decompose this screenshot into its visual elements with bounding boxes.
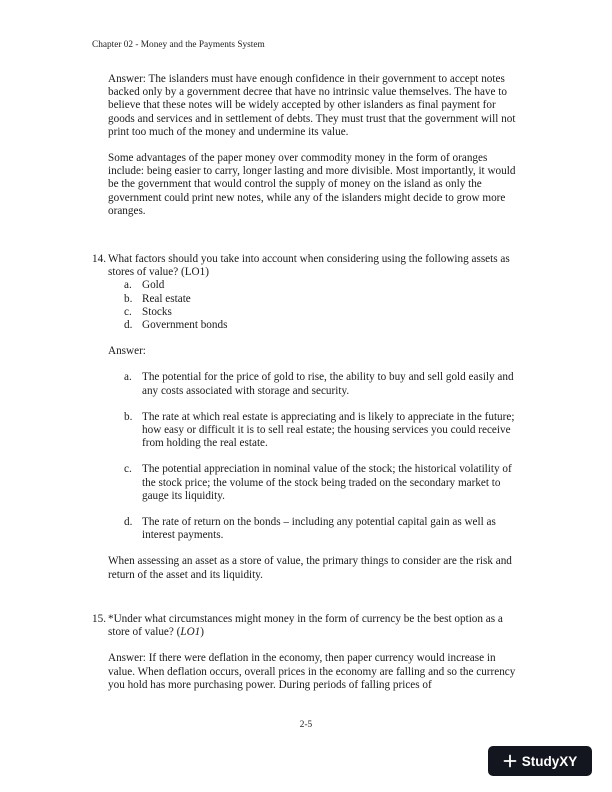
question-15-close: ) [200,626,205,639]
option-text: Real estate [142,292,191,305]
question-15-lo: LO1 [180,626,201,639]
answer-marker: c. [124,463,132,476]
answer-marker: a. [124,371,132,384]
page-number: 2-5 [299,720,313,730]
answer-item [124,411,524,451]
question-14-answers [124,371,524,542]
question-14-answer-label: Answer: [108,345,146,358]
answer-marker: d. [124,516,133,529]
option-marker: d. [124,319,133,332]
studyxy-badge-label: StudyXY [521,753,578,769]
option-marker: c. [124,305,132,318]
answer-text: The potential appreciation in nominal value of the stock; the historical volatility of the stock price; the volume of the stock being traded on the secondary market to gauge its liquidity. [142,463,512,502]
answer-item [124,371,524,397]
option-item [124,306,524,319]
question-15-number: 15. [92,612,106,625]
answer-item [124,463,524,503]
option-text: Gold [142,279,165,292]
q13-answer-paragraph: Answer: The islanders must have enough confidence in their government to accept notes backed only by a government decree that have no intrinsic value themselves. The have to believe that these notes will be widely accepted by other islanders as final payment for goods and services and in settlement of debts. They must trust that the government will not print too much of the money and undermine its value. [108,73,516,138]
page-header: Chapter 02 - Money and the Payments System [92,40,265,50]
question-14-options [124,279,524,332]
option-text: Government bonds [142,319,228,332]
question-15 [92,613,524,639]
option-item [124,293,524,306]
option-item [124,279,524,292]
question-14 [92,253,524,332]
question-15-text: *Under what circumstances might money in the form of currency be the best option as a store of value? ( [108,612,503,639]
answer-marker: b. [124,410,133,423]
question-14-text: What factors should you take into account when considering using the following assets as stores of value? (LO1) [108,253,510,279]
answer-text: The potential for the price of gold to rise, the ability to buy and sell gold easily and any costs associated with storage and security. [142,371,514,397]
option-text: Stocks [142,305,172,318]
plus-icon [503,754,517,768]
page-content [92,73,524,705]
answer-text: The rate at which real estate is appreciating and is likely to appreciate in the future; how easy or difficult it is to sell real estate; the housing services you could receive from holding the real estate. [142,410,515,450]
answer-text: The rate of return on the bonds – including any potential capital gain as well as interest payments. [142,516,496,542]
option-marker: a. [124,279,132,292]
question-15-answer: Answer: If there were deflation in the economy, then paper currency would increase in value. When deflation occurs, overall prices in the economy are falling and so the currency you hold has more purchasing power. During periods of falling prices of [108,652,516,691]
answer-item [124,516,524,542]
question-14-number: 14. [92,253,106,266]
option-item [124,319,524,332]
question-14-summary: When assessing an asset as a store of value, the primary things to consider are the risk and return of the asset and its liquidity. [108,555,512,581]
option-marker: b. [124,292,133,305]
studyxy-badge[interactable] [488,746,592,776]
q13-advantages-paragraph: Some advantages of the paper money over commodity money in the form of oranges include: being easier to carry, longer lasting and more divisible. Most importantly, it would be the government that would control the supply of money on the island as only the government could print new notes, while any of the islanders might decide to grow more oranges. [108,152,516,217]
